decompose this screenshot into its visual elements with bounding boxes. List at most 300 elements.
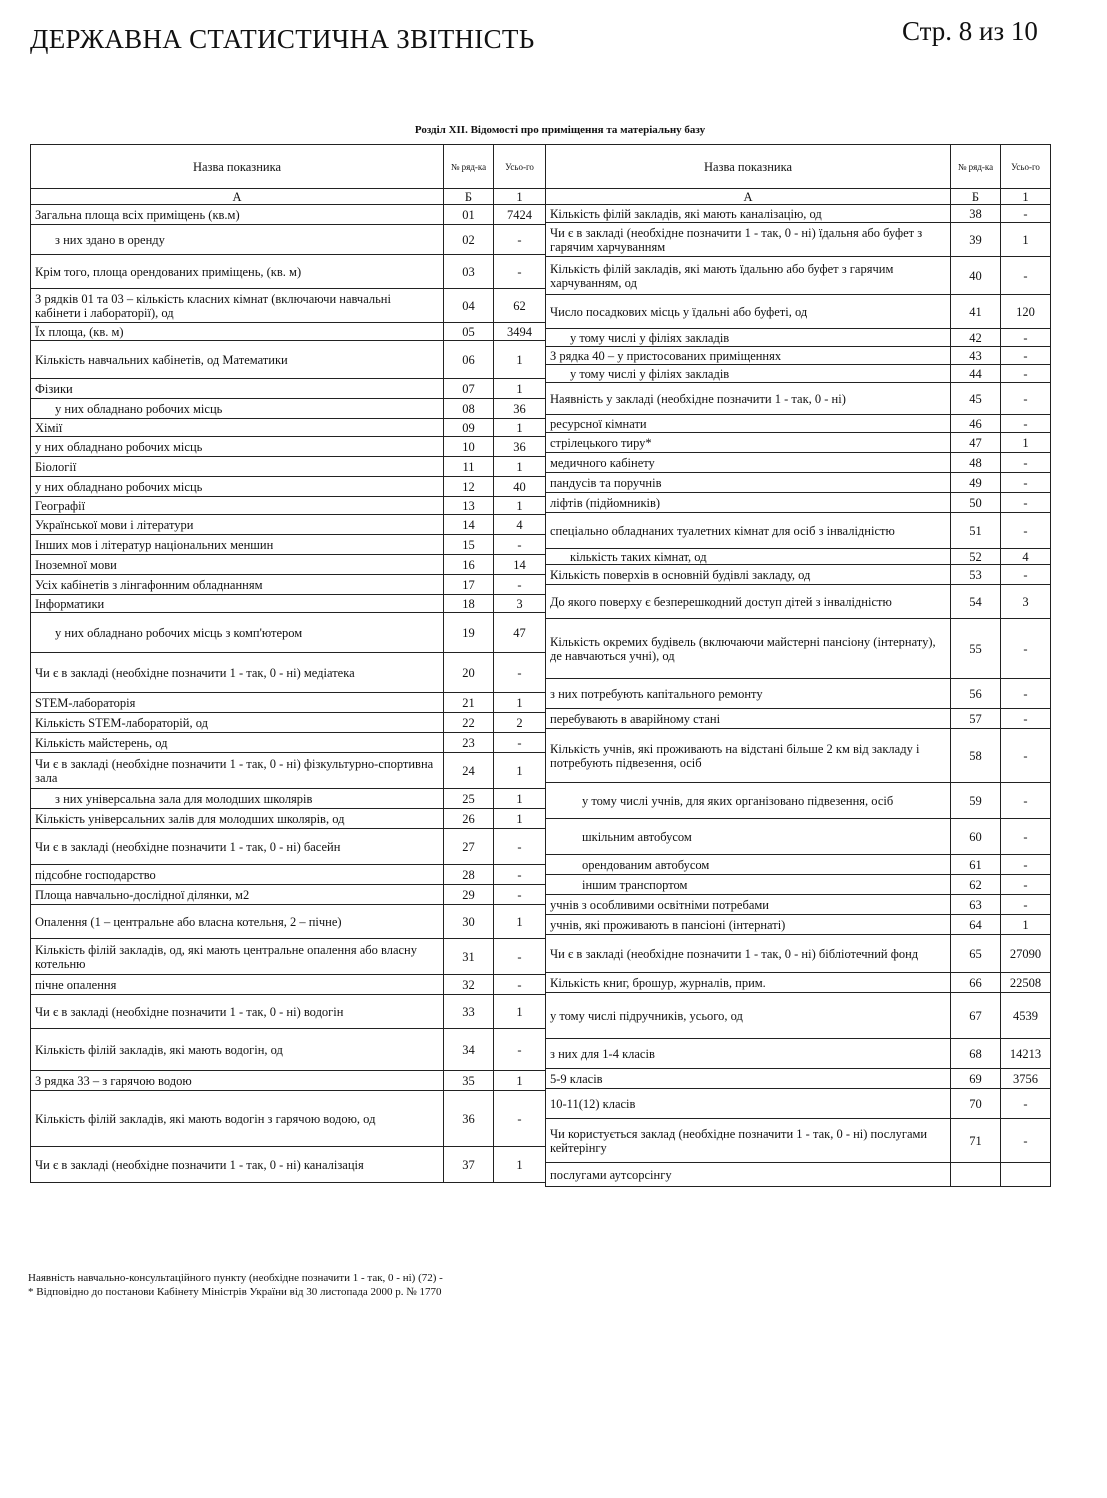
left-row-number: 20 — [444, 653, 494, 693]
left-row-number: 02 — [444, 225, 494, 255]
right-row-number: 59 — [951, 783, 1001, 819]
table-row — [546, 1119, 1051, 1163]
right-value: 4 — [1001, 549, 1051, 565]
left-name-cell: Крім того, площа орендованих приміщень, (кв. м) — [31, 255, 444, 289]
col-row-header: № ряд-ка — [444, 145, 494, 189]
col-total-header: Усьо-го — [494, 145, 546, 189]
table-row — [546, 493, 1051, 513]
right-value: - — [1001, 819, 1051, 855]
right-row-number: 69 — [951, 1069, 1001, 1089]
table-row — [546, 473, 1051, 493]
table-row — [546, 257, 1051, 295]
right-value: 1 — [1001, 223, 1051, 257]
section-title: Розділ XII. Відомості про приміщення та матеріальну базу — [414, 124, 706, 136]
right-value: - — [1001, 493, 1051, 513]
left-value: 40 — [494, 477, 546, 497]
table-row — [546, 433, 1051, 453]
left-row-number: 30 — [444, 905, 494, 939]
right-name-cell: Чи є в закладі (необхідне позначити 1 - так, 0 - ні) їдальня або буфет з гарячим харчуванням — [546, 223, 951, 257]
table-row — [31, 1147, 546, 1183]
right-name-cell: послугами аутсорсінгу — [546, 1163, 951, 1187]
left-row-number: 23 — [444, 733, 494, 753]
left-name-cell: Чи є в закладі (необхідне позначити 1 - так, 0 - ні) медіатека — [31, 653, 444, 693]
table-row — [546, 415, 1051, 433]
left-row-number: 03 — [444, 255, 494, 289]
left-value: - — [494, 653, 546, 693]
left-row-number: 27 — [444, 829, 494, 865]
left-row-number: 07 — [444, 379, 494, 399]
left-row-number: 22 — [444, 713, 494, 733]
left-name-cell: Кількість майстерень, од — [31, 733, 444, 753]
left-value: 1 — [494, 379, 546, 399]
right-row-number: 66 — [951, 973, 1001, 993]
table-row — [546, 973, 1051, 993]
right-row-number: 43 — [951, 347, 1001, 365]
right-value: - — [1001, 1119, 1051, 1163]
right-name-cell: Кількість окремих будівель (включаючи майстерні пансіону (інтернату), де навчаються учні), од — [546, 619, 951, 679]
left-value: - — [494, 255, 546, 289]
table-row — [31, 653, 546, 693]
left-name-cell: З рядків 01 та 03 – кількість класних кімнат (включаючи навчальні кабінети і лабораторії), од — [31, 289, 444, 323]
right-name-cell: медичного кабінету — [546, 453, 951, 473]
left-name-cell: пічне опалення — [31, 975, 444, 995]
right-row-number: 56 — [951, 679, 1001, 709]
right-value: 1 — [1001, 433, 1051, 453]
right-row-number: 57 — [951, 709, 1001, 729]
left-row-number: 37 — [444, 1147, 494, 1183]
table-row — [546, 1089, 1051, 1119]
table-row — [31, 995, 546, 1029]
table-row — [31, 885, 546, 905]
left-row-number: 31 — [444, 939, 494, 975]
left-row-number: 16 — [444, 555, 494, 575]
col-a-right: А — [546, 189, 951, 205]
table-row — [546, 819, 1051, 855]
right-name-cell: перебувають в аварійному стані — [546, 709, 951, 729]
table-row — [31, 289, 546, 323]
table-row — [546, 915, 1051, 935]
left-row-number: 09 — [444, 419, 494, 437]
left-value: 14 — [494, 555, 546, 575]
left-row-number: 15 — [444, 535, 494, 555]
table-row — [546, 565, 1051, 585]
right-value: 1 — [1001, 915, 1051, 935]
table-row — [546, 383, 1051, 415]
right-row-number — [951, 1163, 1001, 1187]
left-row-number: 25 — [444, 789, 494, 809]
right-value: - — [1001, 415, 1051, 433]
left-row-number: 26 — [444, 809, 494, 829]
table-row — [31, 205, 546, 225]
left-name-cell: підсобне господарство — [31, 865, 444, 885]
table-row — [546, 513, 1051, 549]
left-name-cell: Інших мов і літератур національних меншин — [31, 535, 444, 555]
left-value: 47 — [494, 613, 546, 653]
report-title: ДЕРЖАВНА СТАТИСТИЧНА ЗВІТНІСТЬ — [30, 24, 535, 54]
table-row — [31, 477, 546, 497]
left-value: 1 — [494, 341, 546, 379]
table-row — [546, 679, 1051, 709]
right-row-number: 62 — [951, 875, 1001, 895]
left-name-cell: Біології — [31, 457, 444, 477]
left-name-cell: Інформатики — [31, 595, 444, 613]
left-name-cell: З рядка 33 – з гарячою водою — [31, 1071, 444, 1091]
left-value: 1 — [494, 1147, 546, 1183]
table-row — [546, 365, 1051, 383]
table-row — [546, 347, 1051, 365]
right-row-number: 50 — [951, 493, 1001, 513]
table-row — [31, 693, 546, 713]
right-row-number: 64 — [951, 915, 1001, 935]
left-row-number: 05 — [444, 323, 494, 341]
table-row — [546, 1069, 1051, 1089]
right-row-number: 41 — [951, 295, 1001, 329]
right-row-number: 47 — [951, 433, 1001, 453]
left-name-cell: Опалення (1 – центральне або власна котельня, 2 – пічне) — [31, 905, 444, 939]
table-row — [31, 865, 546, 885]
col-b: Б — [444, 189, 494, 205]
table-row — [546, 875, 1051, 895]
right-value: - — [1001, 347, 1051, 365]
right-name-cell: До якого поверху є безперешкодний доступ дітей з інвалідністю — [546, 585, 951, 619]
page-number: Стр. 8 из 10 — [902, 16, 1038, 46]
col-name-header-right: Назва показника — [546, 145, 951, 189]
table-row — [546, 1163, 1051, 1187]
table-row — [31, 379, 546, 399]
left-value: - — [494, 865, 546, 885]
left-name-cell: Кількість універсальних залів для молодших школярів, од — [31, 809, 444, 829]
right-name-cell: Наявність у закладі (необхідне позначити 1 - так, 0 - ні) — [546, 383, 951, 415]
right-value: - — [1001, 453, 1051, 473]
table-row — [546, 1039, 1051, 1069]
table-row — [31, 457, 546, 477]
left-name-cell: Усіх кабінетів з лінгафонним обладнанням — [31, 575, 444, 595]
left-name-cell: з них універсальна зала для молодших школярів — [31, 789, 444, 809]
right-row-number: 63 — [951, 895, 1001, 915]
table-row — [546, 783, 1051, 819]
left-value: - — [494, 1029, 546, 1071]
table-row — [31, 535, 546, 555]
table-row — [546, 453, 1051, 473]
right-row-number: 68 — [951, 1039, 1001, 1069]
table-row — [31, 713, 546, 733]
left-name-cell: у них обладнано робочих місць — [31, 399, 444, 419]
left-row-number: 14 — [444, 515, 494, 535]
left-name-cell: у них обладнано робочих місць з комп'ютером — [31, 613, 444, 653]
right-value: 22508 — [1001, 973, 1051, 993]
table-row — [546, 549, 1051, 565]
left-row-number: 24 — [444, 753, 494, 789]
table-row — [31, 789, 546, 809]
right-value: - — [1001, 257, 1051, 295]
left-value: - — [494, 733, 546, 753]
table-row — [546, 709, 1051, 729]
right-name-cell: шкільним автобусом — [546, 819, 951, 855]
left-value: 7424 — [494, 205, 546, 225]
table-row — [31, 225, 546, 255]
table-row — [31, 515, 546, 535]
right-row-number: 52 — [951, 549, 1001, 565]
col-1: 1 — [494, 189, 546, 205]
right-name-cell: стрілецького тиру* — [546, 433, 951, 453]
table-row — [31, 733, 546, 753]
left-value: - — [494, 225, 546, 255]
right-name-cell: з них потребують капітального ремонту — [546, 679, 951, 709]
table-row — [31, 255, 546, 289]
left-row-number: 29 — [444, 885, 494, 905]
right-row-number: 61 — [951, 855, 1001, 875]
right-row-number: 45 — [951, 383, 1001, 415]
right-row-number: 53 — [951, 565, 1001, 585]
table-row — [546, 205, 1051, 223]
col-b-right: Б — [951, 189, 1001, 205]
table-row — [31, 753, 546, 789]
table-row — [31, 905, 546, 939]
left-value: - — [494, 575, 546, 595]
right-name-cell: учнів, які проживають в пансіоні (інтернаті) — [546, 915, 951, 935]
table-row — [31, 323, 546, 341]
table-row — [546, 993, 1051, 1039]
table-row — [31, 1071, 546, 1091]
right-name-cell: ліфтів (підйомників) — [546, 493, 951, 513]
right-row-number: 39 — [951, 223, 1001, 257]
right-name-cell: Число посадкових місць у їдальні або буфеті, од — [546, 295, 951, 329]
left-row-number: 35 — [444, 1071, 494, 1091]
left-row-number: 28 — [444, 865, 494, 885]
table-row — [31, 829, 546, 865]
right-row-number: 70 — [951, 1089, 1001, 1119]
right-row-number: 40 — [951, 257, 1001, 295]
left-value: - — [494, 939, 546, 975]
right-row-number: 38 — [951, 205, 1001, 223]
left-name-cell: STEM-лабораторія — [31, 693, 444, 713]
col-a: А — [31, 189, 444, 205]
col-row-header-right: № ряд-ка — [951, 145, 1001, 189]
table-row — [31, 975, 546, 995]
right-row-number: 58 — [951, 729, 1001, 783]
right-row-number: 54 — [951, 585, 1001, 619]
right-value: - — [1001, 619, 1051, 679]
col-name-header: Назва показника — [31, 145, 444, 189]
left-value: 36 — [494, 399, 546, 419]
right-name-cell: спеціально обладнаних туалетних кімнат для осіб з інвалідністю — [546, 513, 951, 549]
left-row-number: 32 — [444, 975, 494, 995]
footnote-1: Наявність навчально-консультаційного пункту (необхідне позначити 1 - так, 0 - ні) (72) - — [28, 1272, 443, 1284]
footnote-2: * Відповідно до постанови Кабінету Міністрів України від 30 листопада 2000 р. № 1770 — [28, 1286, 442, 1298]
table-row — [546, 295, 1051, 329]
right-row-number: 44 — [951, 365, 1001, 383]
right-name-cell: у тому числі у філіях закладів — [546, 365, 951, 383]
right-name-cell: у тому числі учнів, для яких організовано підвезення, осіб — [546, 783, 951, 819]
right-value: - — [1001, 383, 1051, 415]
left-value: 3 — [494, 595, 546, 613]
table-row — [31, 555, 546, 575]
right-name-cell: Кількість книг, брошур, журналів, прим. — [546, 973, 951, 993]
left-name-cell: з них здано в оренду — [31, 225, 444, 255]
left-name-cell: Кількість STEM-лабораторій, од — [31, 713, 444, 733]
left-row-number: 12 — [444, 477, 494, 497]
left-name-cell: Кількість філій закладів, од, які мають центральне опалення або власну котельню — [31, 939, 444, 975]
table-row — [31, 809, 546, 829]
left-name-cell: Чи є в закладі (необхідне позначити 1 - так, 0 - ні) фізкультурно-спортивна зала — [31, 753, 444, 789]
table-row — [31, 437, 546, 457]
right-name-cell: орендованим автобусом — [546, 855, 951, 875]
left-value: 2 — [494, 713, 546, 733]
right-name-cell: 5-9 класів — [546, 1069, 951, 1089]
right-row-number: 67 — [951, 993, 1001, 1039]
right-name-cell: у тому числі у філіях закладів — [546, 329, 951, 347]
table-row — [31, 1029, 546, 1071]
table-row — [546, 729, 1051, 783]
left-name-cell: Кількість філій закладів, які мають водогін з гарячою водою, од — [31, 1091, 444, 1147]
right-name-cell: Чи користується заклад (необхідне позначити 1 - так, 0 - ні) послугами кейтерінгу — [546, 1119, 951, 1163]
right-value: - — [1001, 679, 1051, 709]
left-value: 1 — [494, 419, 546, 437]
left-row-number: 21 — [444, 693, 494, 713]
left-row-number: 01 — [444, 205, 494, 225]
right-row-number: 42 — [951, 329, 1001, 347]
left-value: 1 — [494, 995, 546, 1029]
left-name-cell: Кількість навчальних кабінетів, од Математики — [31, 341, 444, 379]
left-value: 1 — [494, 497, 546, 515]
right-name-cell: кількість таких кімнат, од — [546, 549, 951, 565]
left-value: - — [494, 975, 546, 995]
left-value: - — [494, 885, 546, 905]
table-row — [31, 575, 546, 595]
left-row-number: 11 — [444, 457, 494, 477]
left-name-cell: Фізики — [31, 379, 444, 399]
right-value: 27090 — [1001, 935, 1051, 973]
left-name-cell: Іноземної мови — [31, 555, 444, 575]
right-name-cell: Чи є в закладі (необхідне позначити 1 - так, 0 - ні) бібліотечний фонд — [546, 935, 951, 973]
right-value: - — [1001, 875, 1051, 895]
left-value: 3494 — [494, 323, 546, 341]
right-value: 3 — [1001, 585, 1051, 619]
left-name-cell: Загальна площа всіх приміщень (кв.м) — [31, 205, 444, 225]
table-row — [31, 595, 546, 613]
table-row — [546, 585, 1051, 619]
left-value: 1 — [494, 789, 546, 809]
table-row — [546, 895, 1051, 915]
left-name-cell: Чи є в закладі (необхідне позначити 1 - так, 0 - ні) каналізація — [31, 1147, 444, 1183]
right-value: - — [1001, 729, 1051, 783]
right-value: 3756 — [1001, 1069, 1051, 1089]
left-value: 1 — [494, 753, 546, 789]
left-value: 4 — [494, 515, 546, 535]
right-name-cell: учнів з особливими освітніми потребами — [546, 895, 951, 915]
left-row-number: 33 — [444, 995, 494, 1029]
table-row — [546, 935, 1051, 973]
right-value: - — [1001, 855, 1051, 875]
right-value: - — [1001, 205, 1051, 223]
right-name-cell: 10-11(12) класів — [546, 1089, 951, 1119]
table-row — [31, 399, 546, 419]
right-name-cell: З рядка 40 – у пристосованих приміщеннях — [546, 347, 951, 365]
right-value: - — [1001, 565, 1051, 585]
right-value: - — [1001, 365, 1051, 383]
right-table — [545, 144, 1051, 1187]
right-value: 120 — [1001, 295, 1051, 329]
table-row — [546, 855, 1051, 875]
right-row-number: 60 — [951, 819, 1001, 855]
left-name-cell: у них обладнано робочих місць — [31, 477, 444, 497]
right-value: - — [1001, 513, 1051, 549]
right-row-number: 48 — [951, 453, 1001, 473]
right-value: - — [1001, 709, 1051, 729]
table-row — [546, 329, 1051, 347]
left-value: 62 — [494, 289, 546, 323]
right-row-number: 51 — [951, 513, 1001, 549]
left-row-number: 36 — [444, 1091, 494, 1147]
right-value: - — [1001, 783, 1051, 819]
left-name-cell: Площа навчально-дослідної ділянки, м2 — [31, 885, 444, 905]
left-row-number: 06 — [444, 341, 494, 379]
right-row-number: 65 — [951, 935, 1001, 973]
right-value: 14213 — [1001, 1039, 1051, 1069]
left-name-cell: Української мови і літератури — [31, 515, 444, 535]
left-row-number: 19 — [444, 613, 494, 653]
left-name-cell: Чи є в закладі (необхідне позначити 1 - так, 0 - ні) басейн — [31, 829, 444, 865]
right-name-cell: Кількість філій закладів, які мають каналізацію, од — [546, 205, 951, 223]
left-row-number: 13 — [444, 497, 494, 515]
right-row-number: 46 — [951, 415, 1001, 433]
right-value: - — [1001, 473, 1051, 493]
left-value: 1 — [494, 693, 546, 713]
right-value: 4539 — [1001, 993, 1051, 1039]
right-name-cell: пандусів та поручнів — [546, 473, 951, 493]
right-name-cell: з них для 1-4 класів — [546, 1039, 951, 1069]
right-name-cell: Кількість учнів, які проживають на відстані більше 2 км від закладу і потребують підвезення, осіб — [546, 729, 951, 783]
table-row — [546, 619, 1051, 679]
right-row-number: 49 — [951, 473, 1001, 493]
table-row — [546, 223, 1051, 257]
left-value: 1 — [494, 809, 546, 829]
left-value: 1 — [494, 457, 546, 477]
left-value: - — [494, 829, 546, 865]
right-value: - — [1001, 329, 1051, 347]
right-name-cell: ресурсної кімнати — [546, 415, 951, 433]
left-name-cell: Хімії — [31, 419, 444, 437]
table-row — [31, 613, 546, 653]
table-row — [31, 341, 546, 379]
left-row-number: 18 — [444, 595, 494, 613]
table-row — [31, 497, 546, 515]
right-name-cell: у тому числі підручників, усього, од — [546, 993, 951, 1039]
left-value: - — [494, 1091, 546, 1147]
left-name-cell: Кількість філій закладів, які мають водогін, од — [31, 1029, 444, 1071]
col-1-right: 1 — [1001, 189, 1051, 205]
left-value: 1 — [494, 905, 546, 939]
col-total-header-right: Усьо-го — [1001, 145, 1051, 189]
left-value: - — [494, 535, 546, 555]
table-row — [31, 1091, 546, 1147]
table-row — [31, 939, 546, 975]
left-value: 36 — [494, 437, 546, 457]
left-name-cell: у них обладнано робочих місць — [31, 437, 444, 457]
left-row-number: 10 — [444, 437, 494, 457]
right-value: - — [1001, 895, 1051, 915]
left-row-number: 04 — [444, 289, 494, 323]
right-name-cell: іншим транспортом — [546, 875, 951, 895]
left-row-number: 08 — [444, 399, 494, 419]
right-name-cell: Кількість філій закладів, які мають їдальню або буфет з гарячим харчуванням, од — [546, 257, 951, 295]
right-value — [1001, 1163, 1051, 1187]
left-row-number: 17 — [444, 575, 494, 595]
left-name-cell: Їх площа, (кв. м) — [31, 323, 444, 341]
left-name-cell: Географії — [31, 497, 444, 515]
right-name-cell: Кількість поверхів в основній будівлі закладу, од — [546, 565, 951, 585]
right-row-number: 71 — [951, 1119, 1001, 1163]
